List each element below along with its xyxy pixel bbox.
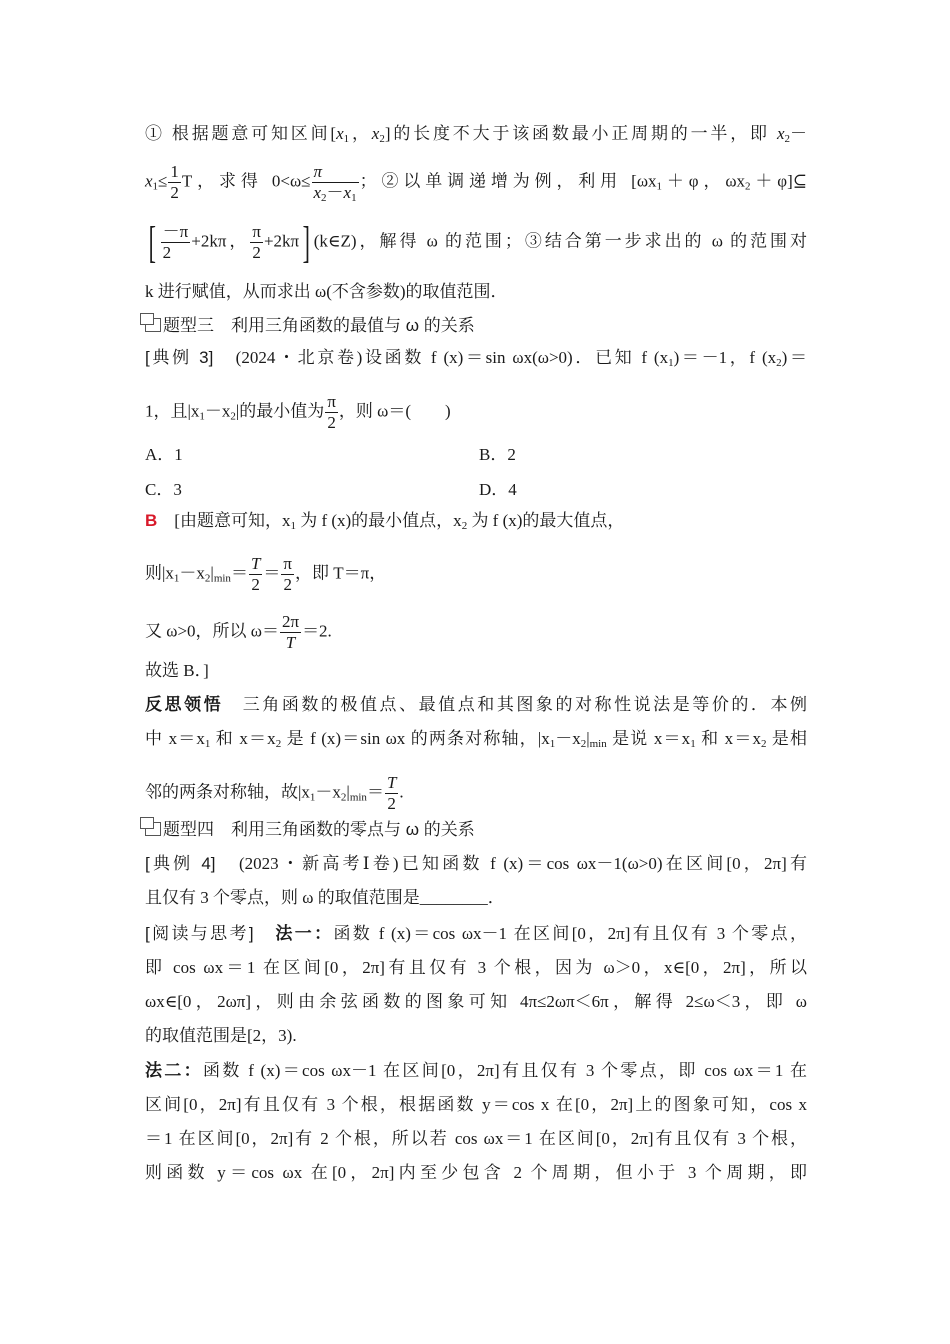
- reading-line-6: 区间[0，2π]有且仅有 3 个根，根据函数 y＝cos x 在[0，2π]上的图象可知，cos x: [145, 1095, 807, 1114]
- right-bracket: ]: [302, 217, 311, 267]
- reading-line-2: 即 cos ωx＝1 在区间[0，2π]有且仅有 3 个根，因为 ω＞0，x∈[0，2π]，所以: [145, 958, 807, 977]
- example-3-line-2: 1，且$|x_1-x_2|$的最小值为 $\frac{\pi}{2}$ ，则 ω＝( ): [145, 392, 451, 432]
- left-bracket: [: [148, 217, 156, 267]
- reading-line-4: 的取值范围是[2，3).: [145, 1026, 297, 1045]
- fraction-t-2: $\frac{T}{2}$: [386, 773, 397, 813]
- fraction-pi-2: $\frac{\pi}{2}$: [283, 554, 292, 594]
- reflection-line-1: 反思领悟 三角函数的极值点、最值点和其图象的对称性说法是等价的．本例: [145, 695, 808, 714]
- reflection-line-3: 邻的两条对称轴，故$|x_1-x_2|_{min}=$ $\frac{T}{2}$ .: [145, 773, 404, 813]
- section-icon: [145, 318, 161, 332]
- example-4-line-1: [典例 4] (2023・新高考Ⅰ卷)已知函数 f (x)＝cos ωx－1(ω>0)在区间[0，2π]有: [145, 854, 807, 873]
- reading-line-8: 则函数 y＝cos ωx 在[0，2π]内至少包含 2 个周期，但小于 3 个周期，即: [145, 1163, 807, 1182]
- solution-3-line-1: B [由题意可知，$x_1$ 为 f (x)的最小值点，$x_2$ 为 f (x)的最大值点，: [145, 511, 625, 532]
- section-heading-4: 题型四 利用三角函数的零点与 ω 的关系: [145, 818, 807, 842]
- fraction-neg-pi-2: $\frac{-\pi}{2}$: [162, 222, 189, 262]
- fraction-pi-2: $\frac{\pi}{2}$: [252, 222, 261, 262]
- option-b: B．2: [479, 445, 516, 464]
- option-c: C．3: [145, 480, 182, 499]
- option-d: D．4: [479, 480, 517, 499]
- p1-line-4: k 进行赋值，从而求出 ω(不含参数)的取值范围．: [145, 282, 508, 301]
- answer-mark: B: [145, 511, 158, 530]
- p1-line-2: $x_1\le$ $\frac{1}{2}$ T，求得 0<ω≤ $\frac{\pi}{x_2-x_1}$ ；②以单调递增为例，利用 [$\omega x_1+\varphi$，$\omega x_2+\varphi]⊆$: [145, 162, 807, 204]
- fraction-pi-over-diff: $\frac{\pi}{x_2-x_1}$: [313, 162, 357, 204]
- fraction-2pi-t: $\frac{2\pi}{T}$: [281, 612, 300, 652]
- example-3-line-1: [典例 3] (2024・北京卷)设函数 f (x)＝sin ωx(ω>0)．已知 f $(x_1)=-1$，f $(x_2)=$: [145, 348, 808, 369]
- reading-line-5: 法二：函数 f (x)＝cos ωx－1 在区间[0，2π]有且仅有 3 个零点，即 cos ωx＝1 在: [145, 1061, 807, 1080]
- reading-line-1: [阅读与思考] 法一：函数 f (x)＝cos ωx－1 在区间[0，2π]有且仅有 3 个零点，: [145, 924, 807, 943]
- fraction-t-2: $\frac{T}{2}$: [250, 554, 261, 594]
- solution-3-line-3: 又 ω>0，所以 ω＝ $\frac{2\pi}{T}$ ＝2.: [145, 612, 332, 652]
- solution-3-line-4: 故选 B．]: [145, 661, 209, 680]
- reading-line-7: ＝1 在区间[0，2π]有 2 个根，所以若 cos ωx＝1 在区间[0，2π]有且仅有 3 个根，: [145, 1129, 807, 1148]
- solution-3-line-2: 则$|x_1-x_2|_{min}=$ $\frac{T}{2}$ ＝ $\frac{\pi}{2}$ ，即 T＝π，: [145, 554, 387, 594]
- reflection-line-2: 中 $x=x_1$ 和 $x=x_2$ 是 f (x)＝sin ωx 的两条对称轴，$|x_1-x_2|_{min}$ 是说 $x=x_1$ 和 $x=x_2$ 是相: [145, 729, 808, 750]
- reading-line-3: ωx∈[0，2ωπ]，则由余弦函数的图象可知 4π≤2ωπ＜6π，解得 2≤ω＜3，即 ω: [145, 992, 807, 1011]
- fraction-pi-2: $\frac{\pi}{2}$: [327, 392, 336, 432]
- fraction-half: $\frac{1}{2}$: [170, 162, 179, 202]
- option-a: A．1: [145, 445, 183, 464]
- p1-line-3: [ $\frac{-\pi}{2}$ +2kπ， $\frac{\pi}{2}$ +2kπ] (k∈Z)，解得 ω 的范围；③结合第一步求出的 ω 的范围对: [148, 217, 807, 267]
- example-4-line-2: 且仅有 3 个零点，则 ω 的取值范围是________．: [145, 888, 505, 907]
- p1-line-1: ① 根据题意可知区间[$x_1$，$x_2$]的长度不大于该函数最小正周期的一半，即 $x_2-$: [145, 124, 807, 145]
- section-heading-3: 题型三 利用三角函数的最值与 ω 的关系: [145, 314, 807, 338]
- section-icon: [145, 822, 161, 836]
